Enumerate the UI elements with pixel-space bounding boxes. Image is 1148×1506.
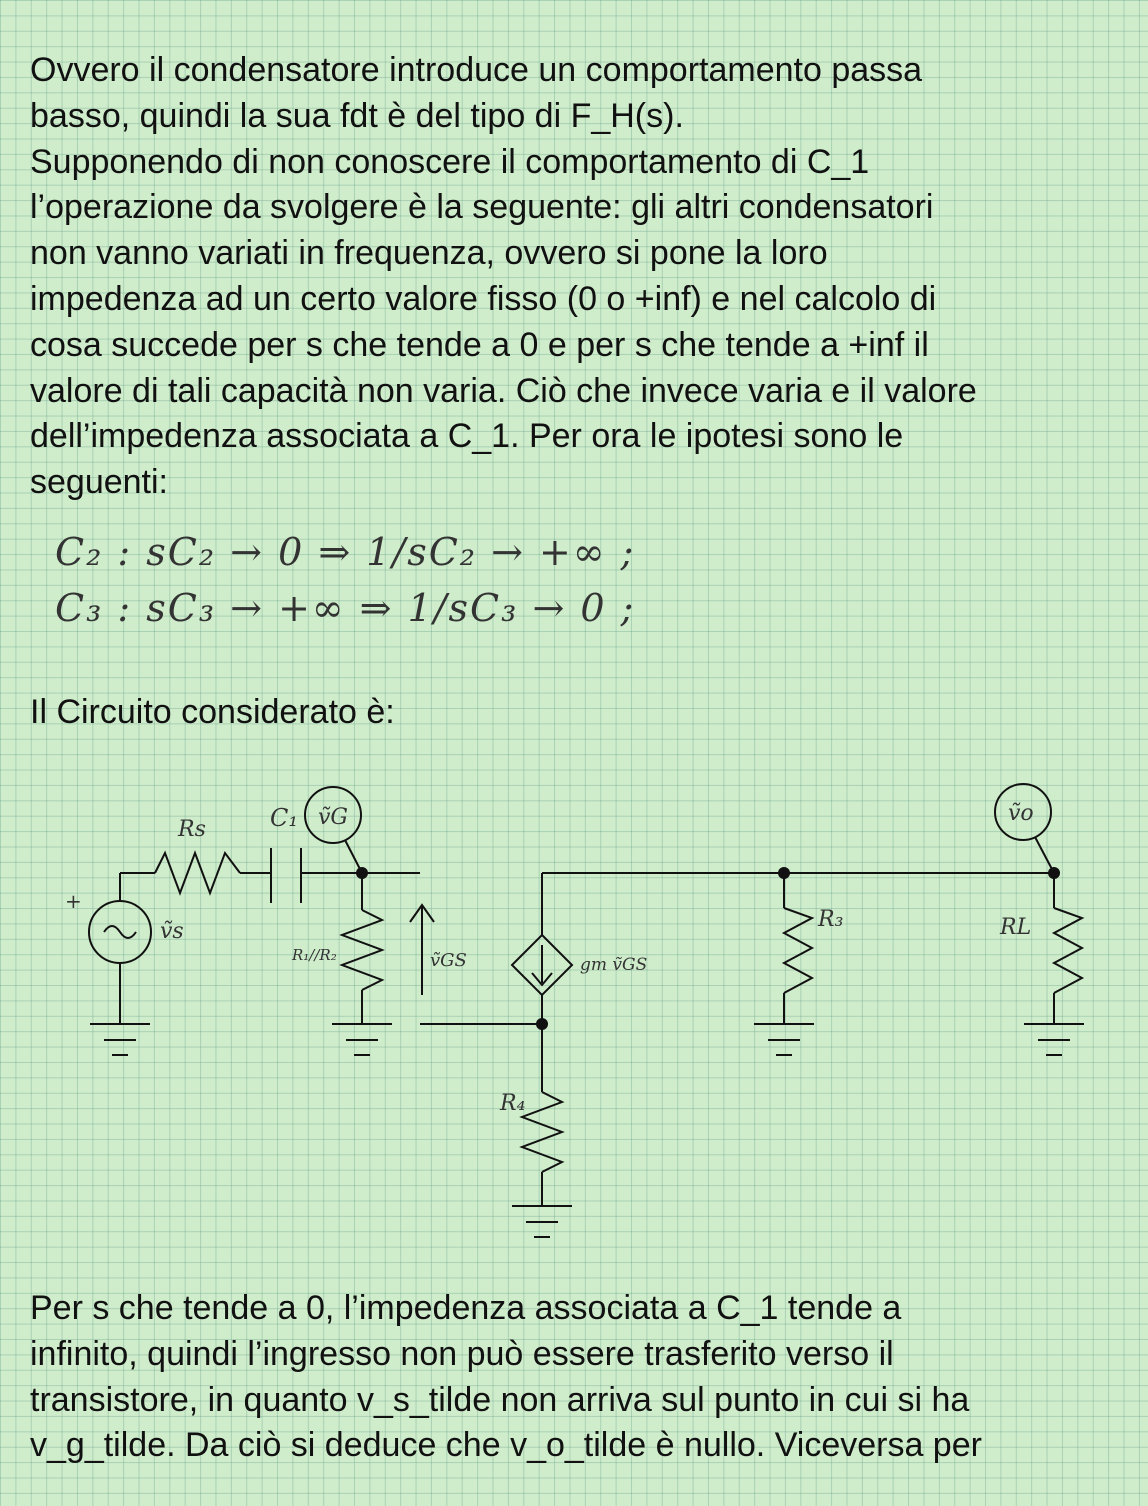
resistor-r3 bbox=[784, 908, 812, 993]
text-line: non vanno variati in frequenza, ovvero si pone la loro bbox=[30, 234, 828, 273]
label-rl: RL bbox=[1000, 915, 1032, 940]
hypothesis-c2: C₂ : sC₂ → 0 ⇒ 1/sC₂ → +∞ ; bbox=[55, 530, 636, 574]
ground bbox=[754, 1024, 814, 1055]
node-dot bbox=[778, 867, 790, 879]
label-vs: ṽs bbox=[160, 919, 184, 944]
node-dot bbox=[1048, 867, 1060, 879]
text-line: basso, quindi la sua fdt è del tipo di F_H(s). bbox=[30, 96, 684, 135]
label-gm: gm ṽGS bbox=[580, 955, 648, 975]
conclusion-paragraph bbox=[30, 1286, 1120, 1469]
resistor-rl bbox=[1054, 908, 1082, 993]
text-line: infinito, quindi l’ingresso non può essere trasferito verso il bbox=[30, 1334, 894, 1373]
label-rs: Rs bbox=[178, 817, 206, 842]
capacitor-c1 bbox=[271, 848, 301, 903]
wire bbox=[1035, 837, 1054, 873]
label-r4: R₄ bbox=[500, 1091, 526, 1116]
resistor-rs bbox=[155, 853, 240, 893]
label-r1r2: R₁//R₂ bbox=[292, 946, 337, 964]
text-line: Ovvero il condensatore introduce un comportamento passa bbox=[30, 51, 923, 89]
ground bbox=[90, 1024, 150, 1055]
label-r3: R₃ bbox=[818, 907, 844, 932]
resistor-r1r2 bbox=[342, 910, 382, 990]
ac-source-symbol bbox=[104, 926, 136, 938]
text-line: cosa succede per s che tende a 0 e per s che tende a +inf il bbox=[30, 325, 929, 364]
label-vo: ṽo bbox=[1008, 801, 1034, 826]
text-line: Supponendo di non conoscere il comportamento di C_1 bbox=[30, 142, 870, 181]
text-line: l’operazione da svolgere è la seguente: gli altri condensatori bbox=[30, 188, 934, 227]
text-line: Per s che tende a 0, l’impedenza associata a C_1 tende a bbox=[30, 1289, 902, 1327]
text-line: seguenti: bbox=[30, 463, 168, 502]
label-c1: C₁ bbox=[270, 804, 298, 832]
hypothesis-c3: C₃ : sC₃ → +∞ ⇒ 1/sC₃ → 0 ; bbox=[55, 586, 636, 630]
ground bbox=[332, 1024, 392, 1055]
text-line: v_g_tilde. Da ciò si deduce che v_o_tilde è nullo. Viceversa per bbox=[30, 1426, 982, 1465]
label-vg: ṽG bbox=[318, 805, 349, 830]
text-line: transistore, in quanto v_s_tilde non arriva sul punto in cui si ha bbox=[30, 1380, 970, 1419]
dependent-source-arrow bbox=[532, 945, 552, 985]
resistor-r4 bbox=[522, 1092, 562, 1172]
circuit-heading: Il Circuito considerato è: bbox=[30, 693, 395, 731]
ground bbox=[1024, 1024, 1084, 1055]
text-line: dell’impedenza associata a C_1. Per ora le ipotesi sono le bbox=[30, 417, 904, 456]
node-dot bbox=[536, 1018, 548, 1030]
node-dot bbox=[356, 867, 368, 879]
text-line: valore di tali capacità non varia. Ciò che invece varia e il valore bbox=[30, 371, 977, 410]
label-plus: + bbox=[65, 889, 82, 913]
ground bbox=[512, 1206, 572, 1237]
text-line: impedenza ad un certo valore fisso (0 o +inf) e nel calcolo di bbox=[30, 279, 937, 318]
label-vgs: ṽGS bbox=[430, 950, 467, 971]
